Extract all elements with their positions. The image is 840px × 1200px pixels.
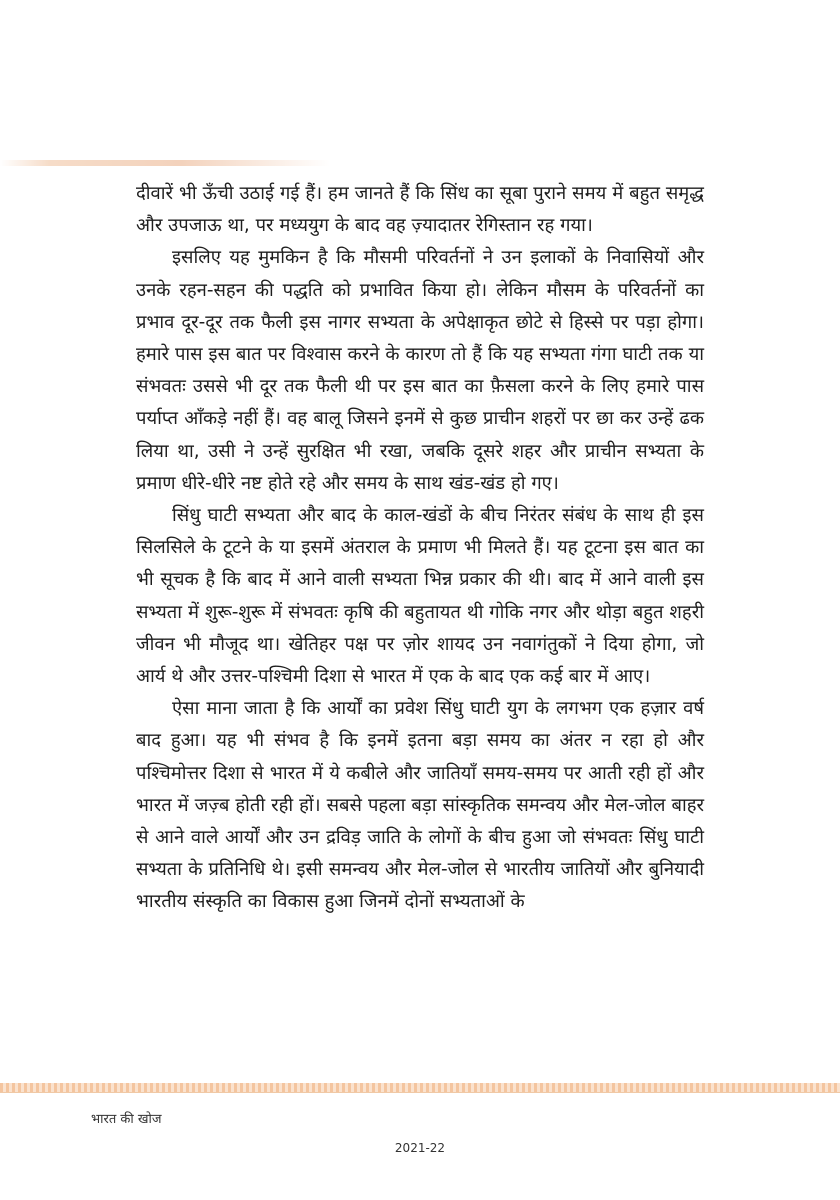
footer-year: 2021-22 (394, 1141, 446, 1155)
paragraph-indus-continuity: सिंधु घाटी सभ्यता और बाद के काल-खंडों के बीच निरंतर संबंध के साथ ही इस सिलसिले के टूटने के या इसमें अंतराल के प्रमाण भी मिलते हैं। यह टूटना इस बात का भी सूचक है कि बाद में आने वाली सभ्यता भिन्न प्रकार की थी। बाद में आने वाली इस सभ्यता में शुरू-शुरू में संभवतः कृषि की बहुतायत थी गोकि नगर और थोड़ा बहुत शहरी जीवन भी मौजूद था। खेतिहर पक्ष पर ज़ोर शायद उन नवागंतुकों ने दिया होगा, जो आर्य थे और उत्तर-पश्चिमी दिशा से भारत में एक के बाद एक कई बार में आए। (136, 505, 704, 688)
footer-divider (0, 1092, 840, 1093)
paragraph-climate-change: इसलिए यह मुमकिन है कि मौसमी परिवर्तनों ने उन इलाकों के निवासियों और उनके रहन-सहन की पद्धति को प्रभावित किया हो। लेकिन मौसम के परिवर्तनों का प्रभाव दूर-दूर तक फैली इस नागर सभ्यता के अपेक्षाकृत छोटे से हिस्से पर पड़ा होगा। हमारे पास इस बात पर विश्वास करने के कारण तो हैं कि यह सभ्यता गंगा घाटी तक या संभवतः उससे भी दूर तक फैली थी पर इस बात का फ़ैसला करने के लिए हमारे पास पर्याप्त आँकड़े नहीं हैं। वह बालू जिसने इनमें से कुछ प्राचीन शहरों पर छा कर उन्हें ढक लिया था, उसी ने उन्हें सुरक्षित भी रखा, जबकि दूसरे शहर और प्राचीन सभ्यता के प्रमाण धीरे-धीरे नष्ट होते रहे और समय के साथ खंड-खंड हो गए। (136, 247, 704, 494)
top-decorative-rule (0, 160, 330, 166)
page-body (136, 178, 704, 919)
paragraph-aryan-arrival: ऐसा माना जाता है कि आर्यों का प्रवेश सिंधु घाटी युग के लगभग एक हज़ार वर्ष बाद हुआ। यह भी संभव है कि इनमें इतना बड़ा समय का अंतर न रहा हो और पश्चिमोत्तर दिशा से भारत में ये कबीले और जातियाँ समय-समय पर आती रही हों और भारत में जज़्ब होती रही हों। सबसे पहला बड़ा सांस्कृतिक समन्वय और मेल-जोल बाहर से आने वाले आर्यों और उन द्रविड़ जाति के लोगों के बीच हुआ जो संभवतः सिंधु घाटी सभ्यता के प्रतिनिधि थे। इसी समन्वय और मेल-जोल से भारतीय जातियों और बुनियादी भारतीय संस्कृति का विकास हुआ जिनमें दोनों सभ्यताओं के (136, 698, 704, 913)
paragraph-continued: दीवारें भी ऊँची उठाई गई हैं। हम जानते हैं कि सिंध का सूबा पुराने समय में बहुत समृद्ध और उपजाऊ था, पर मध्ययुग के बाद वह ज़्यादातर रेगिस्तान रह गया। (136, 183, 704, 237)
footer-book-title: भारत की खोज (91, 1112, 162, 1127)
